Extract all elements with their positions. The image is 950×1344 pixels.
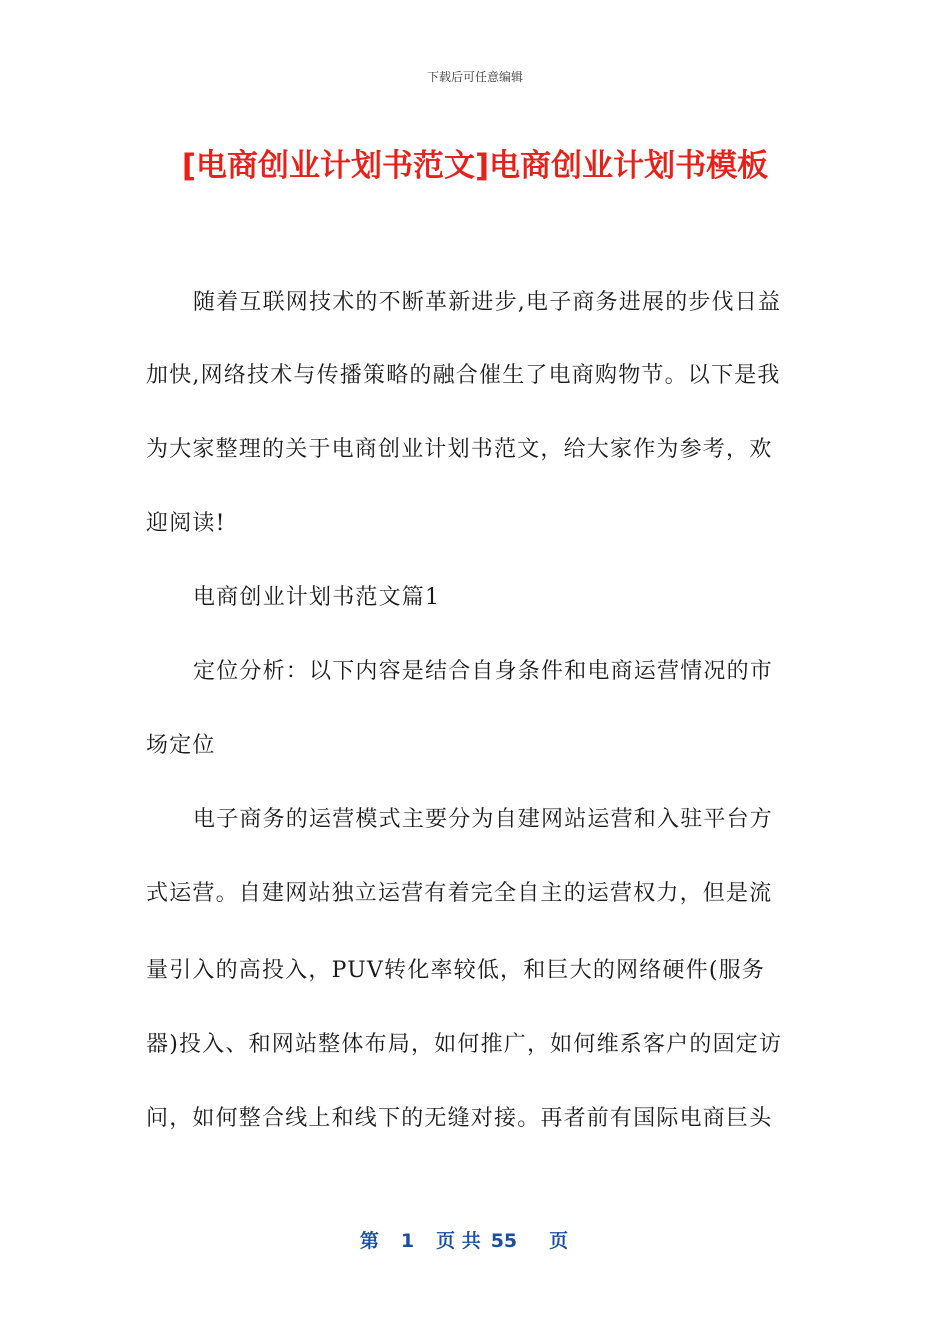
footer-total-label: 页 共 (436, 1230, 481, 1252)
body-line: 量引入的高投入，PUV转化率较低，和巨大的网络硬件(服务 (146, 958, 766, 983)
header-note: 下载后可任意编辑 (426, 70, 523, 84)
footer-current-page: 1 (400, 1230, 415, 1252)
body-line: 式运营。自建网站独立运营有着完全自主的运营权力，但是流 (146, 881, 773, 906)
body-line: 电子商务的运营模式主要分为自建网站运营和入驻平台方 (193, 807, 774, 832)
body-line: 为大家整理的关于电商创业计划书范文，给大家作为参考，欢 (146, 437, 773, 462)
body-line: 随着互联网技术的不断革新进步,电子商务进展的步伐日益 (193, 290, 782, 315)
page-footer (0, 1226, 950, 1253)
body-line: 加快,网络技术与传播策略的融合催生了电商购物节。以下是我 (146, 363, 781, 388)
body-line: 定位分析：以下内容是结合自身条件和电商运营情况的市 (193, 659, 774, 684)
body-line: 问，如何整合线上和线下的无缝对接。再者前有国际电商巨头 (146, 1106, 773, 1131)
body-line: 迎阅读! (146, 511, 226, 536)
footer-page-label: 第 (359, 1230, 379, 1252)
footer-total-pages: 55 (490, 1230, 518, 1252)
section-heading: 电商创业计划书范文篇1 (193, 585, 441, 610)
footer-page-suffix: 页 (549, 1230, 569, 1252)
document-title: [电商创业计划书范文]电商创业计划书模板 (181, 148, 769, 184)
body-line: 场定位 (146, 733, 216, 758)
body-line: 器)投入、和网站整体布局，如何推广，如何维系客户的固定访 (146, 1032, 783, 1057)
